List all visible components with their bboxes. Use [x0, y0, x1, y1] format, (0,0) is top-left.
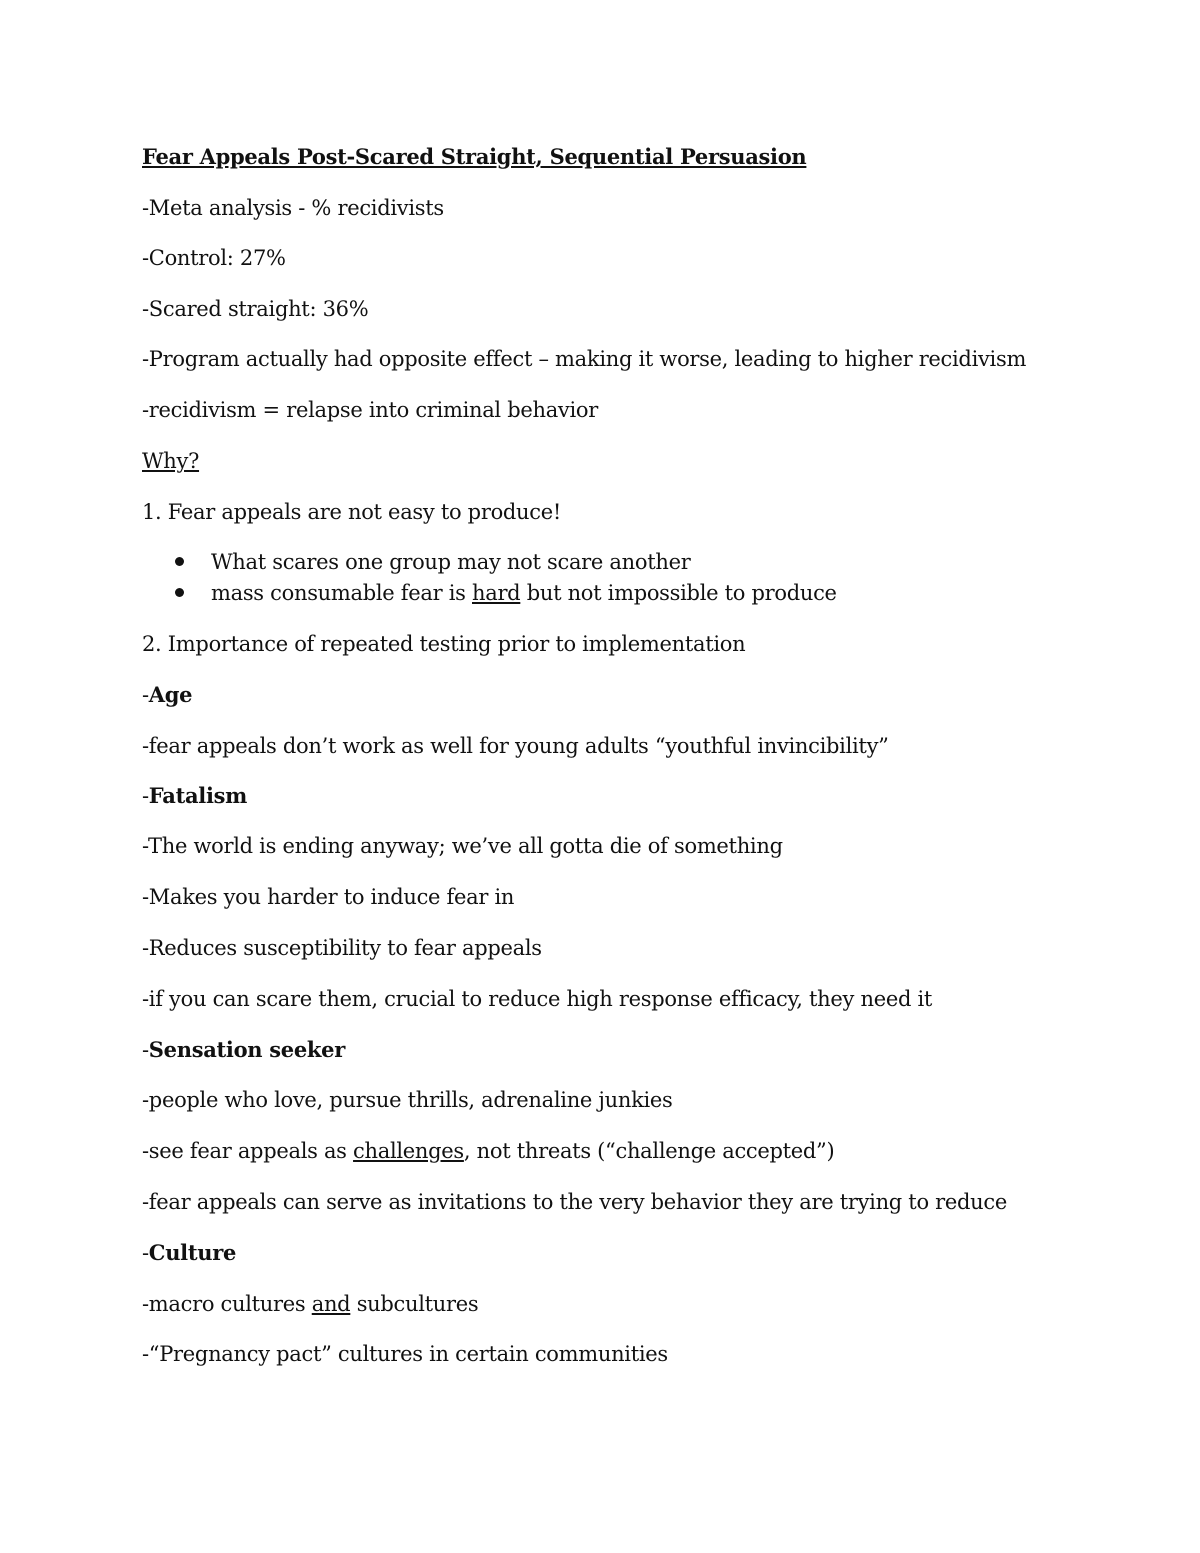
note-culture-1-underlined: and	[311, 1292, 351, 1316]
point-1: 1. Fear appeals are not easy to produce!	[142, 500, 562, 524]
bullet-item-2-text-end: but not impossible to produce	[520, 581, 837, 605]
culture-heading	[142, 1239, 236, 1267]
age-heading	[142, 681, 192, 709]
note-sensation-2	[142, 1137, 834, 1165]
note-sensation-2-underlined: challenges	[353, 1139, 464, 1163]
note-fatalism-1: -The world is ending anyway; we’ve all gotta die of something	[142, 834, 783, 858]
culture-dash: -	[142, 1241, 149, 1265]
bullet-dot	[175, 557, 184, 566]
note-age: -fear appeals don’t work as well for young adults “youthful invincibility”	[142, 734, 889, 758]
fatalism-dash: -	[142, 784, 149, 808]
sensation-label: Sensation seeker	[148, 1037, 346, 1062]
point-2: 2. Importance of repeated testing prior to implementation	[142, 632, 746, 656]
note-sensation-1: -people who love, pursue thrills, adrenaline junkies	[142, 1088, 673, 1112]
note-culture-1	[142, 1290, 478, 1318]
why-heading: Why?	[142, 449, 200, 473]
bullet-dot	[175, 588, 184, 597]
note-fatalism-2: -Makes you harder to induce fear in	[142, 885, 515, 909]
bullet-item-2	[211, 579, 837, 607]
fatalism-label: Fatalism	[148, 783, 248, 808]
bullet-item-2-text: mass consumable fear is	[211, 581, 472, 605]
note-culture-2: -“Pregnancy pact” cultures in certain communities	[142, 1342, 668, 1366]
document-title: Fear Appeals Post-Scared Straight, Sequential Persuasion	[142, 144, 807, 169]
bullet-item-2-underlined: hard	[472, 581, 521, 605]
note-scared-straight: -Scared straight: 36%	[142, 297, 369, 321]
note-fatalism-4: -if you can scare them, crucial to reduce high response efficacy, they need it	[142, 987, 933, 1011]
note-sensation-2-text: -see fear appeals as	[142, 1139, 354, 1163]
sensation-heading	[142, 1036, 345, 1064]
note-control: -Control: 27%	[142, 246, 286, 270]
age-label: Age	[148, 682, 193, 707]
fatalism-heading	[142, 782, 247, 810]
note-program-effect: -Program actually had opposite effect – making it worse, leading to higher recidivism	[142, 347, 1027, 371]
culture-label: Culture	[148, 1240, 237, 1265]
note-culture-1-text-end: subcultures	[350, 1292, 479, 1316]
age-dash: -	[142, 683, 149, 707]
note-recidivism-definition: -recidivism = relapse into criminal behavior	[142, 398, 598, 422]
bullet-item-1: What scares one group may not scare another	[211, 550, 691, 574]
note-sensation-2-text-end: , not threats (“challenge accepted”)	[463, 1139, 835, 1163]
note-meta-analysis: -Meta analysis - % recidivists	[142, 196, 444, 220]
note-sensation-3: -fear appeals can serve as invitations to the very behavior they are trying to reduce	[142, 1190, 1007, 1214]
sensation-dash: -	[142, 1038, 149, 1062]
note-fatalism-3: -Reduces susceptibility to fear appeals	[142, 936, 542, 960]
note-culture-1-text: -macro cultures	[142, 1292, 312, 1316]
